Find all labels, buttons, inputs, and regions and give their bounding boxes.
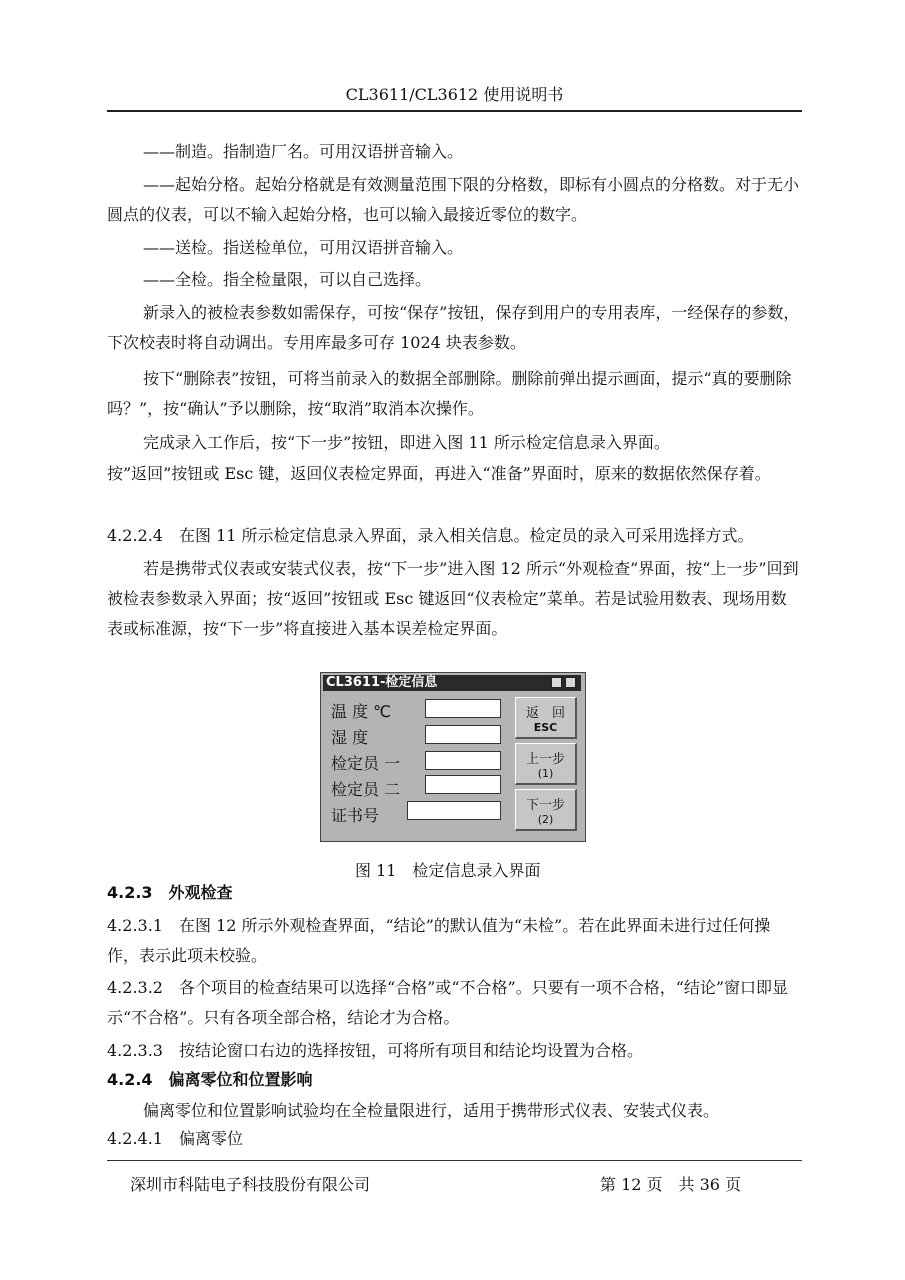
next-step-button[interactable] — [515, 789, 577, 831]
para-manufacture: ——制造。指制造厂名。可用汉语拼音输入。 — [143, 142, 464, 161]
back-button-label: 返 回 — [525, 706, 565, 721]
back-button[interactable] — [515, 697, 577, 739]
minimize-icon[interactable] — [551, 677, 562, 688]
next-step-key: (2) — [537, 813, 554, 826]
certificate-label: 证书号 — [331, 806, 380, 825]
page-header-title: CL3611/CL3612 使用说明书 — [345, 85, 564, 104]
para-4241: 4.2.4.1 偏离零位 — [107, 1129, 243, 1148]
prev-step-label: 上一步 — [525, 752, 565, 767]
para-4232: 4.2.3.2 各个项目的检查结果可以选择“合格”或“不合格”。只要有一项不合格，“结论”窗口即显示“不合格”。只有各项全部合格，结论才为合格。 — [107, 978, 789, 1027]
temperature-label: 温 度 ℃ — [331, 702, 392, 721]
para-4231: 4.2.3.1 在图 12 所示外观检查界面，“结论”的默认值为“未检”。若在此界面未进行过任何操作，表示此项未校验。 — [107, 916, 771, 965]
para-4233: 4.2.3.3 按结论窗口右边的选择按钮，可将所有项目和结论均设置为合格。 — [107, 1041, 643, 1060]
prev-step-button[interactable] — [515, 743, 577, 785]
footer-company: 深圳市科陆电子科技股份有限公司 — [130, 1175, 371, 1194]
inspector-2-label: 检定员 二 — [331, 780, 401, 799]
humidity-label: 湿 度 — [331, 728, 369, 747]
para-portable: 若是携带式仪表或安装式仪表，按“下一步”进入图 12 所示“外观检查”界面，按“上一步”回到被检表参数录入界面；按“返回”按钮或 Esc 键返回“仪表检定”菜单。若是试验用数表、现场用数表或标准源，按“下一步”将直接进入基本误差检定界面。 — [107, 559, 799, 638]
next-step-label: 下一步 — [525, 798, 565, 813]
para-start-division: ——起始分格。起始分格就是有效测量范围下限的分格数，即标有小圆点的分格数。对于无小圆点的仪表，可以不输入起始分格，也可以输入最接近零位的数字。 — [107, 175, 800, 224]
para-424: 偏离零位和位置影响试验均在全检量限进行，适用于携带形式仪表、安装式仪表。 — [143, 1101, 720, 1120]
field-area — [327, 695, 513, 835]
para-full-check: ——全检。指全检量限，可以自己选择。 — [143, 270, 432, 289]
inspector-2-input[interactable] — [425, 775, 501, 794]
inspector-1-input[interactable] — [425, 751, 501, 770]
para-save: 新录入的被检表参数如需保存，可按“保存”按钮，保存到用户的专用表库，一经保存的参数，下次校表时将自动调出。专用库最多可存 1024 块表参数。 — [107, 303, 800, 352]
para-submit: ——送检。指送检单位，可用汉语拼音输入。 — [143, 238, 464, 257]
back-button-key: ESC — [533, 721, 558, 734]
temperature-input[interactable] — [425, 699, 501, 718]
para-back: 按”返回”按钮或 Esc 键，返回仪表检定界面，再进入“准备”界面时，原来的数据依然保存着。 — [107, 464, 771, 483]
humidity-input[interactable] — [425, 725, 501, 744]
inspector-1-label: 检定员 一 — [331, 754, 401, 773]
figure-caption: 图 11 检定信息录入界面 — [355, 861, 541, 880]
dialog-title: CL3611-检定信息 — [323, 675, 581, 691]
footer-page-number: 第 12 页 共 36 页 — [600, 1175, 742, 1194]
prev-step-key: (1) — [537, 767, 554, 780]
certificate-input[interactable] — [407, 801, 501, 820]
section-4-2-3: 4.2.3 外观检查 — [107, 883, 233, 902]
para-delete: 按下“删除表”按钮，可将当前录入的数据全部删除。删除前弹出提示画面，提示“真的要删除吗？”，按“确认”予以删除，按“取消”取消本次操作。 — [107, 369, 792, 418]
header-rule — [107, 110, 802, 112]
section-4-2-4: 4.2.4 偏离零位和位置影响 — [107, 1070, 313, 1089]
footer-rule — [107, 1160, 802, 1161]
para-next-step: 完成录入工作后，按“下一步”按钮，即进入图 11 所示检定信息录入界面。 — [143, 433, 670, 452]
maximize-icon[interactable] — [565, 677, 576, 688]
verification-info-dialog — [320, 672, 586, 842]
para-4224: 4.2.2.4 在图 11 所示检定信息录入界面，录入相关信息。检定员的录入可采用选择方式。 — [107, 526, 754, 545]
